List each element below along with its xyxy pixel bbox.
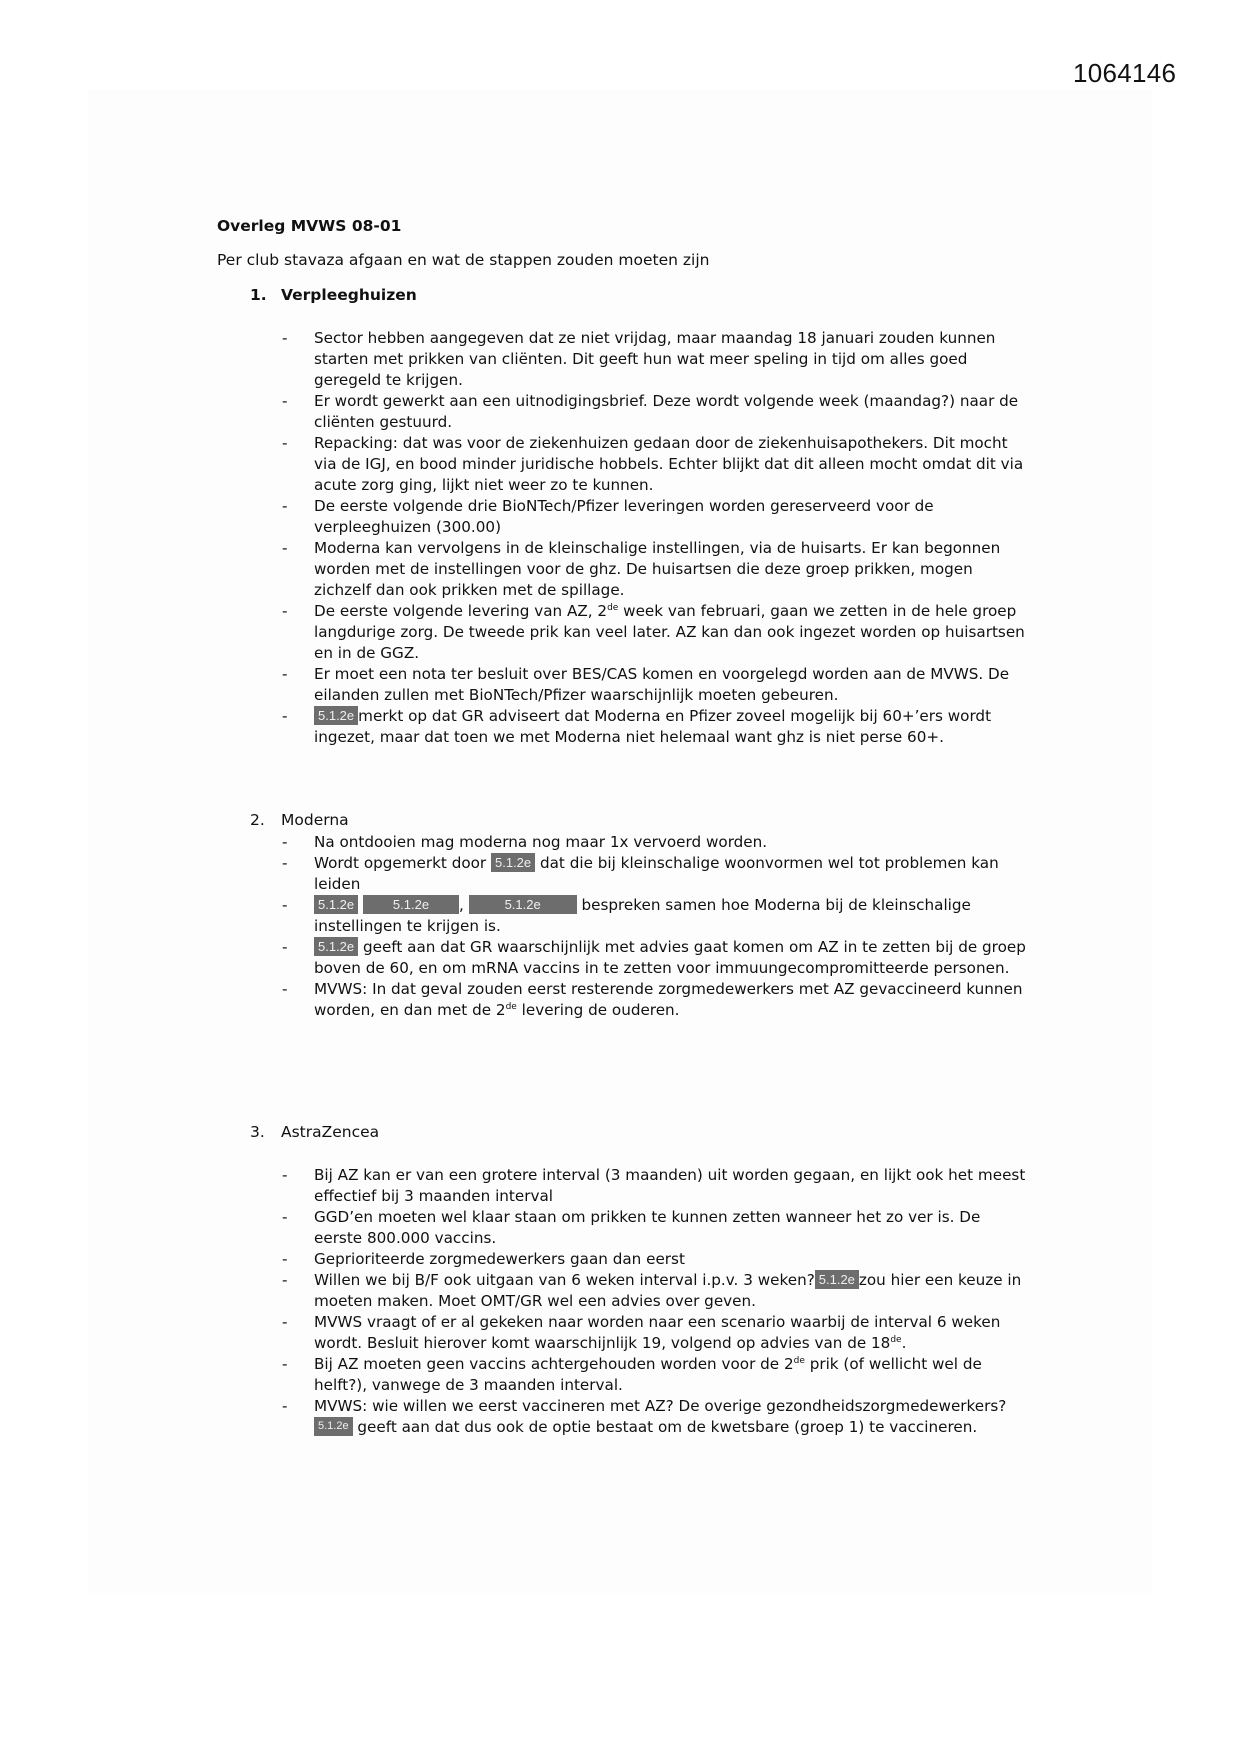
redaction-box: 5.1.2e (469, 895, 577, 914)
item-text: MVWS vraagt of er al gekeken naar worden naar een scenario waarbij de interval 6 weken wordt. Besluit hierover komt waarschijnlijk 19, volgend op advies van de 18 (314, 1313, 1001, 1352)
item-text: Repacking: dat was voor de ziekenhuizen gedaan door de ziekenhuisapothekers. Dit mocht via de IGJ, en bood minder juridische hobbels. Echter blijkt dat dit alleen mocht omdat dit via acute zorg ging, lijkt niet weer zo te kunnen. (314, 434, 1024, 494)
ordinal-suffix: de (890, 1334, 902, 1345)
redaction-box: 5.1.2e (314, 1417, 353, 1436)
ordinal-suffix: de (607, 602, 619, 613)
list-item (282, 1270, 1027, 1312)
document-title: Overleg MVWS 08-01 (217, 217, 402, 235)
section-1-list (282, 328, 1027, 748)
section-title: Moderna (281, 811, 349, 829)
item-text: De eerste volgende drie BioNTech/Pfizer leveringen worden gereserveerd voor de verpleeghuizen (300.00) (314, 497, 934, 536)
list-item (282, 391, 1027, 433)
section-number: 3. (250, 1123, 265, 1141)
item-text: De eerste volgende levering van AZ, 2 (314, 602, 608, 620)
redaction-box: 5.1.2e (314, 937, 358, 956)
item-text: Wordt opgemerkt door (314, 854, 491, 872)
list-item (282, 937, 1027, 979)
section-2-list (282, 832, 1027, 1021)
section-3-list (282, 1165, 1027, 1438)
redaction-box: 5.1.2e (363, 895, 459, 914)
item-text: Moderna kan vervolgens in de kleinschalige instellingen, via de huisarts. Er kan begonnen worden met de instellingen voor de ghz. De huisartsen die deze groep prikken, mogen zichzelf dan ook prikken met de spillage. (314, 539, 1001, 599)
list-item (282, 496, 1027, 538)
item-text: MVWS: wie willen we eerst vaccineren met AZ? De overige gezondheidszorgmedewerkers? (314, 1397, 1007, 1415)
list-item (282, 832, 1027, 853)
list-item (282, 1249, 1027, 1270)
item-text: . (901, 1334, 907, 1352)
item-text: Na ontdooien mag moderna nog maar 1x vervoerd worden. (314, 833, 768, 851)
item-text: Sector hebben aangegeven dat ze niet vrijdag, maar maandag 18 januari zouden kunnen starten met prikken van cliënten. Dit geeft hun wat meer speling in tijd om alles goed geregeld te krijgen. (314, 329, 996, 389)
section-heading-moderna (250, 811, 349, 829)
document-id: 1064146 (1073, 58, 1177, 88)
redaction-box: 5.1.2e (491, 853, 535, 872)
list-item (282, 664, 1027, 706)
list-item (282, 433, 1027, 496)
item-text: Bij AZ moeten geen vaccins achtergehouden worden voor de 2 (314, 1355, 794, 1373)
redaction-box: 5.1.2e (815, 1270, 859, 1289)
redaction-box: 5.1.2e (314, 706, 358, 725)
list-item (282, 538, 1027, 601)
list-item (282, 979, 1027, 1021)
item-text: GGD’en moeten wel klaar staan om prikken te kunnen zetten wanneer het zo ver is. De eerste 800.000 vaccins. (314, 1208, 981, 1247)
list-item (282, 601, 1027, 664)
ordinal-suffix: de (793, 1355, 805, 1366)
list-item (282, 328, 1027, 391)
item-text: Bij AZ kan er van een grotere interval (3 maanden) uit worden gegaan, en lijkt ook het meest effectief bij 3 maanden interval (314, 1166, 1026, 1205)
item-text: Er wordt gewerkt aan een uitnodigingsbrief. Deze wordt volgende week (maandag?) naar de cliënten gestuurd. (314, 392, 1019, 431)
item-text: geeft aan dat GR waarschijnlijk met advies gaat komen om AZ in te zetten bij de groep boven de 60, en om mRNA vaccins in te zetten voor immuungecompromitteerde personen. (314, 938, 1026, 977)
item-text: MVWS: In dat geval zouden eerst resterende zorgmedewerkers met AZ gevaccineerd kunnen worden, en dan met de 2 (314, 980, 1023, 1019)
list-item (282, 706, 1027, 748)
item-text: week van februari, gaan we zetten in de hele groep langdurige zorg. De tweede prik kan veel later. AZ kan dan ook ingezet worden op huisartsen en in de GGZ. (314, 602, 1025, 662)
list-item: - 5.1.2e 5.1.2e , 5.1.2e bespreken samen hoe Moderna bij de kleinschalige instellingen te krijgen is. (282, 895, 1027, 937)
section-number: 1. (250, 286, 267, 304)
item-text: bespreken samen hoe Moderna bij de kleinschalige instellingen te krijgen is. (314, 896, 971, 935)
list-item (282, 1165, 1027, 1207)
item-text: dat die bij kleinschalige woonvormen wel tot problemen kan leiden (314, 854, 999, 893)
ordinal-suffix: de (505, 1001, 517, 1012)
section-title: Verpleeghuizen (281, 286, 417, 304)
section-number: 2. (250, 811, 265, 829)
section-heading-verpleeghuizen (250, 286, 417, 304)
item-text: zou hier een keuze in moeten maken. Moet OMT/GR wel een advies over geven. (314, 1271, 1022, 1310)
item-text: prik (of wellicht wel de helft?), vanwege de 3 maanden interval. (314, 1355, 982, 1394)
item-text: merkt op dat GR adviseert dat Moderna en Pfizer zoveel mogelijk bij 60+’ers wordt ingezet, maar dat toen we met Moderna niet helemaal want ghz is niet perse 60+. (314, 707, 992, 746)
list-item (282, 1312, 1027, 1354)
item-text: Geprioriteerde zorgmedewerkers gaan dan eerst (314, 1250, 685, 1268)
item-text: Er moet een nota ter besluit over BES/CAS komen en voorgelegd worden aan de MVWS. De eilanden zullen met BioNTech/Pfizer waarschijnlijk moeten gebeuren. (314, 665, 1010, 704)
list-item (282, 1207, 1027, 1249)
item-text: levering de ouderen. (516, 1001, 680, 1019)
list-item (282, 1354, 1027, 1396)
document-intro: Per club stavaza afgaan en wat de stappen zouden moeten zijn (217, 251, 710, 269)
list-item (282, 1396, 1027, 1438)
redaction-box: 5.1.2e (314, 895, 358, 914)
list-item (282, 853, 1027, 895)
section-title: AstraZencea (281, 1123, 380, 1141)
item-text: Willen we bij B/F ook uitgaan van 6 weken interval i.p.v. 3 weken? (314, 1271, 815, 1289)
item-text: geeft aan dat dus ook de optie bestaat om de kwetsbare (groep 1) te vaccineren. (352, 1418, 978, 1436)
section-heading-astrazeneca (250, 1123, 379, 1141)
